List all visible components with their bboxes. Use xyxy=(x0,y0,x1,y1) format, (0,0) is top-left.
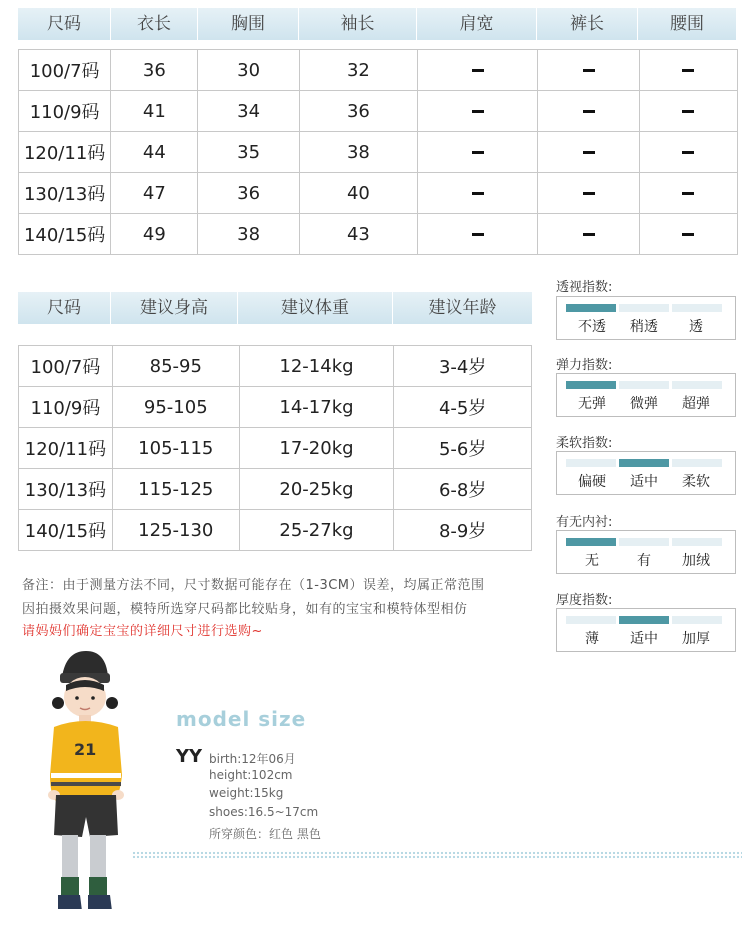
header-age: 建议年龄 xyxy=(428,298,497,318)
indicator-bar xyxy=(566,616,722,624)
dash-mark xyxy=(682,233,694,236)
model-weight: weight:15kg xyxy=(209,786,284,800)
indicator-title-lining: 有无内衬: xyxy=(556,515,613,530)
table-cell: 130/13码 xyxy=(19,173,111,214)
indicator-segment xyxy=(566,304,616,312)
recommend-table xyxy=(18,345,532,551)
indicator-segment xyxy=(619,304,669,312)
indicator-segment xyxy=(672,381,722,389)
svg-text:21: 21 xyxy=(74,740,97,759)
indicator-label: 无弹 xyxy=(578,396,606,412)
table-cell: 36 xyxy=(299,91,417,132)
table-cell: 38 xyxy=(198,214,299,255)
table-row xyxy=(19,132,738,173)
table-cell: 34 xyxy=(198,91,299,132)
table-cell xyxy=(639,214,737,255)
indicator-segment xyxy=(672,616,722,624)
table-cell xyxy=(639,173,737,214)
table-cell: 14-17kg xyxy=(239,387,394,428)
indicator-bar xyxy=(566,459,722,467)
indicator-label: 适中 xyxy=(630,631,658,647)
table-cell: 140/15码 xyxy=(19,510,113,551)
indicator-segment xyxy=(672,459,722,467)
indicator-segment xyxy=(672,538,722,546)
table-cell: 32 xyxy=(299,50,417,91)
table-cell: 8-9岁 xyxy=(394,510,532,551)
table-cell xyxy=(538,214,639,255)
indicator-segment xyxy=(566,459,616,467)
indicator-label: 加绒 xyxy=(682,553,710,569)
indicator-transparency xyxy=(556,296,736,340)
table-cell xyxy=(639,50,737,91)
model-photo xyxy=(40,645,140,925)
indicator-segment xyxy=(566,616,616,624)
recommend-table-header xyxy=(18,292,532,324)
note-line-1: 备注：由于测量方法不同，尺寸数据可能存在（1-3CM）误差，均属正常范围 xyxy=(22,578,485,593)
table-row xyxy=(19,214,738,255)
table-cell xyxy=(639,132,737,173)
model-shoes: shoes:16.5~17cm xyxy=(209,805,319,819)
header-size: 尺码 xyxy=(18,8,111,40)
table-cell: 85-95 xyxy=(112,346,239,387)
table-cell: 95-105 xyxy=(112,387,239,428)
indicator-title-elasticity: 弹力指数: xyxy=(556,358,613,373)
indicator-segment xyxy=(619,538,669,546)
table-cell: 125-130 xyxy=(112,510,239,551)
indicator-segment xyxy=(619,459,669,467)
dash-mark xyxy=(472,110,484,113)
dash-mark xyxy=(472,69,484,72)
dash-mark xyxy=(682,110,694,113)
model-colors: 所穿颜色：红色 黑色 xyxy=(209,827,321,841)
indicator-segment xyxy=(672,304,722,312)
indicator-segment xyxy=(619,381,669,389)
dash-mark xyxy=(583,69,595,72)
table-cell xyxy=(639,91,737,132)
table-cell: 35 xyxy=(198,132,299,173)
model-name: YY xyxy=(176,746,203,767)
indicator-softness xyxy=(556,451,736,495)
header-shoulder: 肩宽 xyxy=(417,8,537,40)
table-cell xyxy=(418,214,538,255)
note-line-3: 请妈妈们确定宝宝的详细尺寸进行选购~ xyxy=(22,624,263,639)
indicator-label: 有 xyxy=(637,553,651,569)
table-cell: 38 xyxy=(299,132,417,173)
dash-mark xyxy=(583,192,595,195)
table-cell xyxy=(418,50,538,91)
header-pants: 裤长 xyxy=(537,8,638,40)
table-cell: 5-6岁 xyxy=(394,428,532,469)
table-cell: 130/13码 xyxy=(19,469,113,510)
note-line-2: 因拍摄效果问题，模特所选穿尺码都比较贴身，如有的宝宝和模特体型相仿 xyxy=(22,602,468,617)
dash-mark xyxy=(583,110,595,113)
table-cell: 12-14kg xyxy=(239,346,394,387)
dash-mark xyxy=(472,192,484,195)
table-cell: 100/7码 xyxy=(19,346,113,387)
table-row xyxy=(19,173,738,214)
table-cell: 105-115 xyxy=(112,428,239,469)
indicator-title-thickness: 厚度指数: xyxy=(556,593,613,608)
dash-mark xyxy=(583,233,595,236)
indicator-elasticity xyxy=(556,373,736,417)
table-cell: 49 xyxy=(111,214,198,255)
header-waist: 腰围 xyxy=(670,14,704,34)
header-length: 衣长 xyxy=(111,8,198,40)
indicator-label: 微弹 xyxy=(630,396,658,412)
model-height: height:102cm xyxy=(209,768,293,782)
indicator-label: 加厚 xyxy=(682,631,710,647)
indicator-label: 柔软 xyxy=(682,474,710,490)
table-cell: 30 xyxy=(198,50,299,91)
table-cell: 115-125 xyxy=(112,469,239,510)
header-sleeve: 袖长 xyxy=(299,8,417,40)
table-cell: 4-5岁 xyxy=(394,387,532,428)
table-row xyxy=(19,510,532,551)
table-cell: 17-20kg xyxy=(239,428,394,469)
dash-mark xyxy=(682,151,694,154)
model-birth: birth:12年06月 xyxy=(209,752,296,766)
table-cell xyxy=(418,132,538,173)
dotted-divider xyxy=(132,851,742,859)
table-cell: 44 xyxy=(111,132,198,173)
table-row xyxy=(19,50,738,91)
indicator-bar xyxy=(566,381,722,389)
table-cell xyxy=(418,173,538,214)
table-cell: 47 xyxy=(111,173,198,214)
dash-mark xyxy=(472,151,484,154)
table-cell: 25-27kg xyxy=(239,510,394,551)
indicator-label: 偏硬 xyxy=(578,474,606,490)
dash-mark xyxy=(472,233,484,236)
table-cell xyxy=(538,132,639,173)
table-row xyxy=(19,346,532,387)
table-cell: 6-8岁 xyxy=(394,469,532,510)
table-cell: 40 xyxy=(299,173,417,214)
table-row xyxy=(19,428,532,469)
indicator-title-transparency: 透视指数: xyxy=(556,280,613,295)
table-cell xyxy=(538,91,639,132)
indicator-segment xyxy=(566,538,616,546)
table-cell: 100/7码 xyxy=(19,50,111,91)
table-cell: 41 xyxy=(111,91,198,132)
indicator-label: 透 xyxy=(689,319,703,335)
table-cell: 43 xyxy=(299,214,417,255)
size-table xyxy=(18,49,738,255)
header-size: 尺码 xyxy=(18,292,111,324)
dash-mark xyxy=(682,192,694,195)
indicator-label: 超弹 xyxy=(682,396,710,412)
indicator-title-softness: 柔软指数: xyxy=(556,436,613,451)
indicator-bar xyxy=(566,538,722,546)
indicator-segment xyxy=(619,616,669,624)
table-cell xyxy=(538,50,639,91)
header-weight: 建议体重 xyxy=(238,292,393,324)
indicator-label: 稍透 xyxy=(630,319,658,335)
dash-mark xyxy=(583,151,595,154)
table-cell: 120/11码 xyxy=(19,428,113,469)
table-cell xyxy=(418,91,538,132)
table-cell: 20-25kg xyxy=(239,469,394,510)
table-row xyxy=(19,387,532,428)
indicator-label: 不透 xyxy=(578,319,606,335)
indicator-thickness xyxy=(556,608,736,652)
header-height: 建议身高 xyxy=(111,292,238,324)
table-cell xyxy=(538,173,639,214)
indicator-label: 无 xyxy=(585,553,599,569)
dash-mark xyxy=(682,69,694,72)
model-size-title: model size xyxy=(176,707,307,731)
size-table-header xyxy=(18,8,736,40)
table-row xyxy=(19,469,532,510)
table-cell: 36 xyxy=(111,50,198,91)
table-cell: 36 xyxy=(198,173,299,214)
table-row xyxy=(19,91,738,132)
table-cell: 3-4岁 xyxy=(394,346,532,387)
indicator-bar xyxy=(566,304,722,312)
indicator-segment xyxy=(566,381,616,389)
header-chest: 胸围 xyxy=(198,8,299,40)
indicator-label: 适中 xyxy=(630,474,658,490)
table-cell: 140/15码 xyxy=(19,214,111,255)
table-cell: 120/11码 xyxy=(19,132,111,173)
indicator-label: 薄 xyxy=(585,631,599,647)
indicator-lining xyxy=(556,530,736,574)
table-cell: 110/9码 xyxy=(19,91,111,132)
table-cell: 110/9码 xyxy=(19,387,113,428)
